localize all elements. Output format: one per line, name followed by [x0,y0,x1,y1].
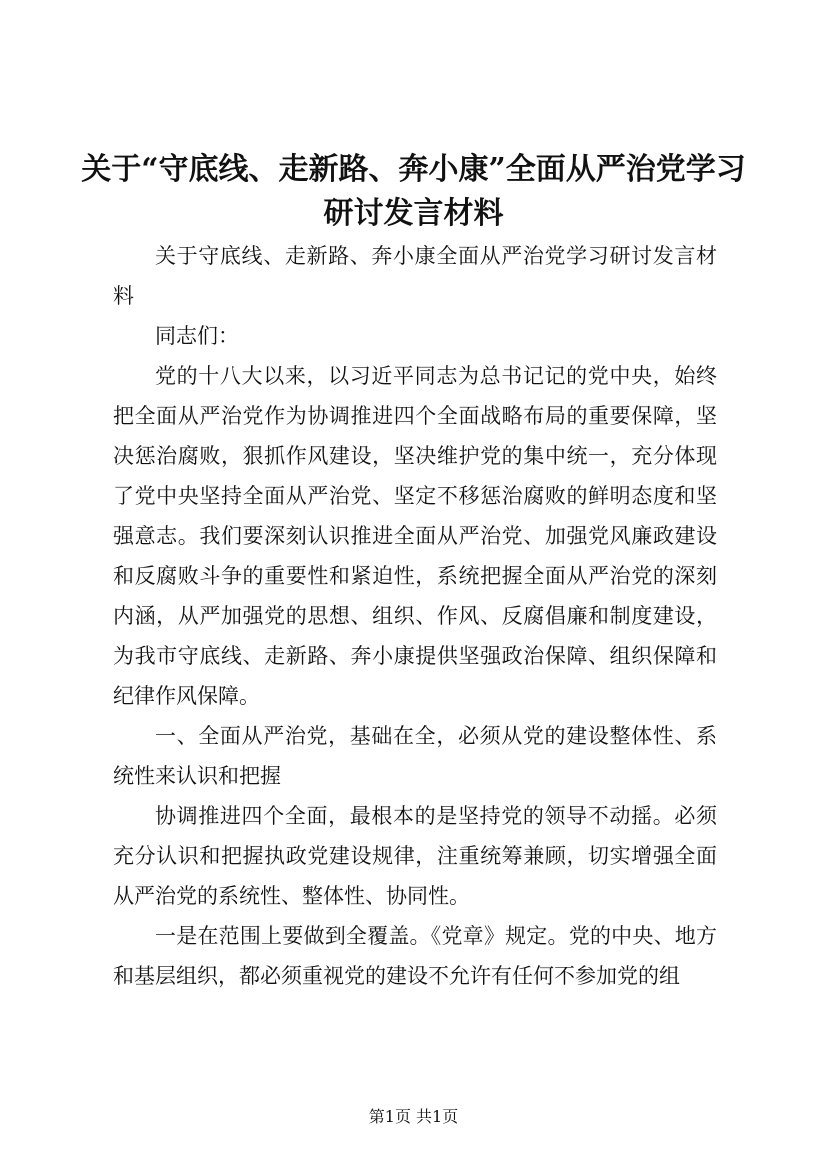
paragraph-subtitle: 关于守底线、走新路、奔小康全面从严治党学习研讨发言材料 [113,244,717,308]
paragraph-section-1: 协调推进四个全面，最根本的是坚持党的领导不动摇。必须充分认识和把握执政党建设规律，注重统筹兼顾，切实增强全面从严治党的系统性、整体性、协同性。 [113,804,717,908]
paragraph-intro: 党的十八大以来，以习近平同志为总书记记的党中央，始终把全面从严治党作为协调推进四个全面战略布局的重要保障，坚决惩治腐败，狠抓作风建设，坚决维护党的集中统一，充分体现了党中央坚持全面从严治党、坚定不移惩治腐败的鲜明态度和坚强意志。我们要深刻认识推进全面从严治党、加强党风廉政建设和反腐败斗争的重要性和紧迫性，系统把握全面从严治党的深刻内涵，从严加强党的思想、组织、作风、反腐倡廉和制度建设，为我市守底线、走新路、奔小康提供坚强政治保障、组织保障和纪律作风保障。 [113,364,717,708]
paragraph-point-1: 一是在范围上要做到全覆盖。《党章》规定。党的中央、地方和基层组织，都必须重视党的建设不允许有任何不参加党的组 [113,924,717,988]
section-heading-1: 一、全面从严治党，基础在全，必须从党的建设整体性、系统性来认识和把握 [113,724,717,788]
document-title: 关于“守底线、走新路、奔小康”全面从严治党学习研讨发言材料 [81,152,746,231]
paragraph-salutation: 同志们： [155,324,239,348]
page-footer: 第1页 共1页 [368,1107,459,1126]
document-body [113,236,717,996]
